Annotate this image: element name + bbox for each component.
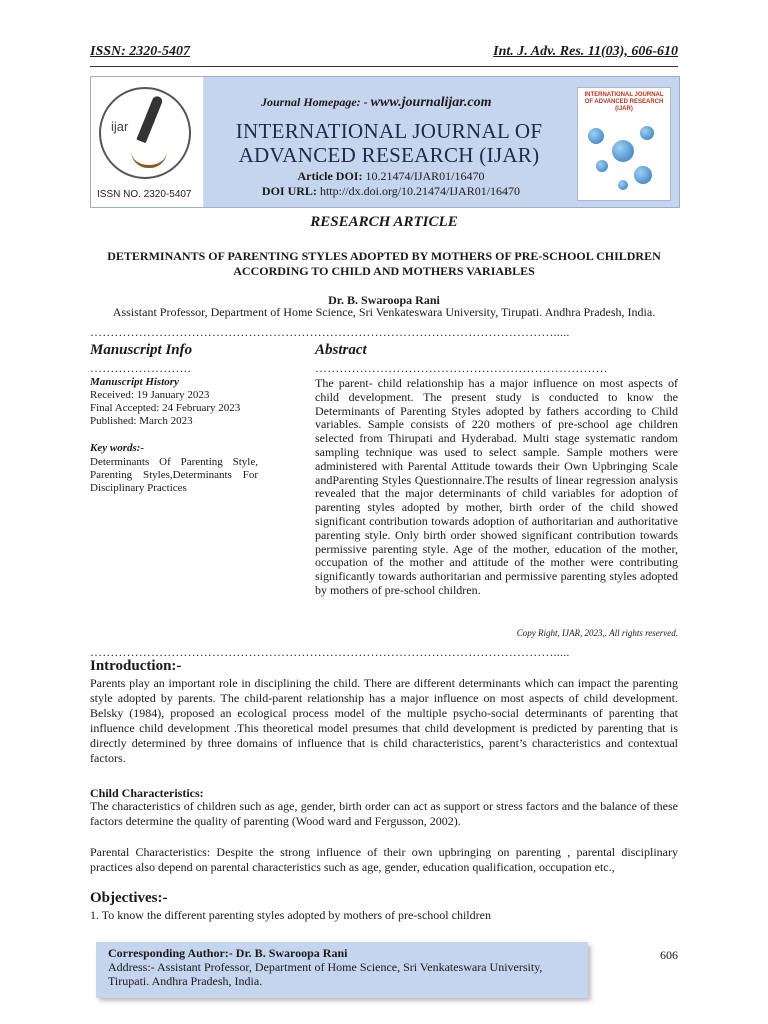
journal-title-line1: INTERNATIONAL JOURNAL OF (235, 119, 543, 143)
keywords-label: Key words:- (90, 442, 145, 454)
child-characteristics-text: The characteristics of children such as age, gender, birth order can act as support or stress factors and the balance of these factors determine the quality of parenting (Wood ward and Fergusson, 2002). (90, 799, 678, 828)
doi-url-label: DOI URL: (261, 184, 317, 198)
page-number: 606 (660, 948, 678, 962)
article-doi: 10.21474/IJAR01/16470 (365, 169, 485, 183)
cover-title: INTERNATIONAL JOURNAL OF ADVANCED RESEARCH (IJAR) (584, 92, 664, 112)
manuscript-info-heading: Manuscript Info (90, 342, 193, 358)
homepage-label: Journal Homepage: - (261, 95, 368, 109)
journal-homepage (261, 95, 492, 111)
header-rule (90, 66, 678, 67)
corresponding-author-box (96, 942, 588, 998)
corresponding-author: Corresponding Author:- Dr. B. Swaroopa Rani (108, 946, 348, 960)
citation-header: Int. J. Adv. Res. 11(03), 606-610 (493, 44, 678, 59)
parental-characteristics-text: Parental Characteristics: Despite the strong influence of their own upbringing on parenting , parental disciplinary practices also depend on parental characteristics such as age, gender, education qualification, occupation etc., (90, 845, 678, 874)
keywords-text: Determinants Of Parenting Style, Parenting Styles,Determinants For Disciplinary Practices (90, 456, 258, 494)
ijar-logo (91, 77, 204, 207)
molecule-icon (640, 126, 654, 140)
book-icon (131, 151, 167, 168)
author-name: Dr. B. Swaroopa Rani (328, 293, 440, 307)
molecule-icon (588, 128, 604, 144)
quill-icon (136, 95, 163, 143)
molecule-icon (596, 160, 608, 172)
molecule-icon (618, 180, 628, 190)
manuscript-history-label: Manuscript History (90, 376, 179, 388)
abstract-text: The parent- child relationship has a major influence on most aspects of child development. The present study is conducted to know the Determinants of Parenting Styles adopted by fathers according to Child variables. Sample consists of 220 mothers of pre-school age children selected from Thirupati and Hyderabad. Multi stage systematic random sampling technique was used to select sample. Sample mothers were administered with Parental Attitude towards their Own Upbringing Scale andParenting Styles Questionnaire.The results of linear regression analysis revealed that the major determinants of child variables for adoption of parenting styles adopted by mother, birth order of the child showed significant contribution towards adoption of authoritarian and authoritative parenting style. Only birth order showed significant contribution towards permissive parenting style. Age of the mother, education of the mother, occupation of the mother and attitude of the mother were contributing significantly towards authoritarian and permissive parenting styles adopted by mothers of pre-school children. (315, 376, 678, 597)
paper-title-line2: ACCORDING TO CHILD AND MOTHERS VARIABLES (233, 264, 535, 278)
child-characteristics-heading: Child Characteristics: (90, 786, 204, 800)
doi-block (221, 169, 561, 199)
objectives-heading: Objectives:- (90, 890, 168, 906)
copyright-notice: Copy Right, IJAR, 2023,. All rights reserved. (516, 628, 678, 638)
molecule-icon (612, 140, 634, 162)
logo-issn: ISSN NO. 2320-5407 (97, 189, 192, 200)
homepage-link[interactable]: www.journalijar.com (370, 95, 492, 110)
article-type: RESEARCH ARTICLE (310, 214, 458, 230)
journal-cover-thumbnail (577, 87, 671, 201)
issn-header: ISSN: 2320-5407 (90, 44, 190, 59)
paper-title-line1: DETERMINANTS OF PARENTING STYLES ADOPTED BY MOTHERS OF PRE-SCHOOL CHILDREN (107, 249, 661, 263)
journal-title (217, 119, 561, 167)
article-doi-label: Article DOI: (297, 169, 363, 183)
separator: ……………………………………………………………………………………………………..... (90, 326, 570, 338)
received-date: Received: 19 January 2023 (90, 389, 210, 401)
introduction-heading: Introduction:- (90, 658, 182, 674)
objective-item-1: 1. To know the different parenting styles adopted by mothers of pre-school children (90, 908, 491, 922)
running-header (90, 44, 678, 66)
doi-url-link[interactable]: http://dx.doi.org/10.21474/IJAR01/16470 (319, 184, 521, 198)
separator: ……………………………………………………………………………………………………..... (90, 646, 570, 658)
introduction-text: Parents play an important role in disciplining the child. There are different determinants which can impact the parenting style adopted by parents. The child-parent relationship has a major influence on most aspects of child development. Belsky (1984), proposed an ecological process model of the multiple psycho-social determinants of parenting that influence child development .This theoretical model presumes that child development is predicted by parenting that is directly determined by three domains of influence that is child characteristics, parent’s characteristics and contextual factors. (90, 676, 678, 765)
logo-text: ijar (111, 119, 129, 134)
accepted-date: Final Accepted: 24 February 2023 (90, 402, 241, 414)
abstract-heading: Abstract (315, 342, 367, 358)
paper-title (90, 249, 678, 279)
logo-seal (99, 87, 191, 179)
separator: ……………………. (90, 362, 191, 374)
separator: ……………………………………………………………… (315, 362, 608, 374)
journal-title-line2: ADVANCED RESEARCH (IJAR) (238, 143, 540, 167)
author-address: Address:- Assistant Professor, Department of Home Science, Sri Venkateswara University, Tirupati. Andhra Pradesh, India. (108, 960, 543, 988)
author-affiliation: Assistant Professor, Department of Home Science, Sri Venkateswara University, Tirupati. Andhra Pradesh, India. (112, 305, 656, 319)
journal-banner (90, 76, 680, 208)
published-date: Published: March 2023 (90, 415, 193, 427)
molecule-icon (634, 166, 652, 184)
